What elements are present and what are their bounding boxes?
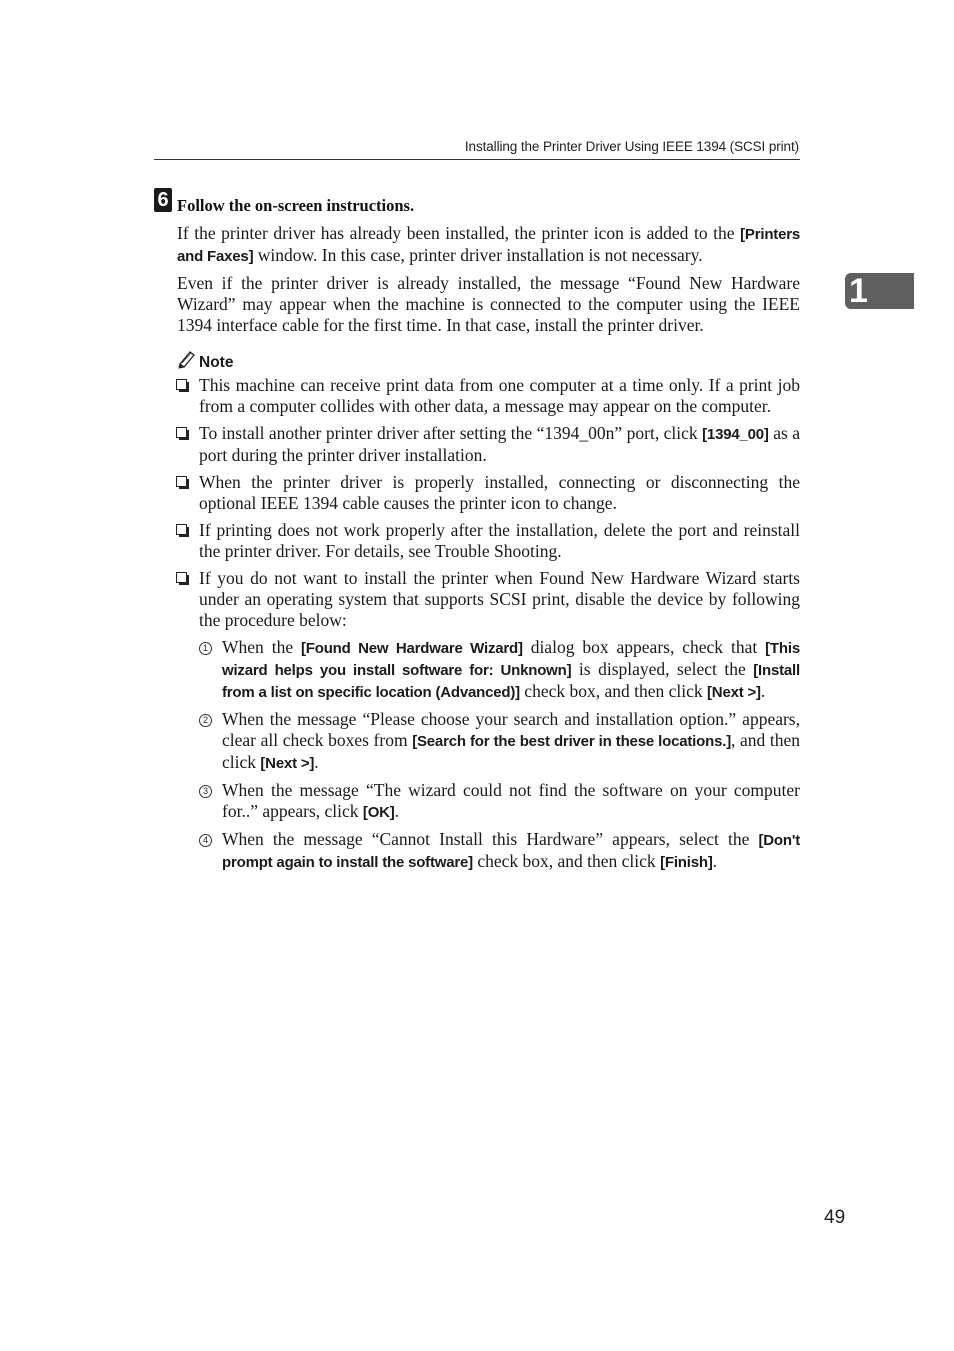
install-from-list-ref: [Install from a list on specific location (Advanced)] (222, 662, 800, 701)
text: When the message “The wizard could not find the software on your computer for..” appears, click (222, 780, 800, 821)
found-new-hardware-wizard-ref: [Found New Hardware Wizard] (301, 640, 523, 657)
next-button-ref: [Next >] (707, 684, 761, 701)
checkbox-bullet-icon (176, 427, 187, 438)
note-text: This machine can receive print data from one computer at a time only. If a print job from a computer collides with other data, a message may appear on the computer. (199, 375, 800, 416)
procedure-step (199, 829, 800, 873)
checkbox-bullet-icon (176, 379, 187, 390)
port-1394-00-ref: [1394_00] (702, 426, 769, 443)
step-circle-number: 2 (199, 714, 212, 727)
text: When the message “Please choose your search and installation option.” appears, clear all check boxes from (222, 709, 800, 750)
dont-prompt-again-ref: [Don't prompt again to install the software] (222, 832, 800, 871)
running-header: Installing the Printer Driver Using IEEE 1394 (SCSI print) (464, 139, 799, 154)
header-rule (154, 159, 800, 160)
checkbox-bullet-icon (176, 476, 187, 487)
step-circle-number: 4 (199, 834, 212, 847)
ok-button-ref: [OK] (362, 804, 395, 821)
text: check box, and then click (519, 681, 708, 701)
text: . (712, 851, 717, 871)
page-number: 49 (824, 1207, 846, 1228)
note-text: When the printer driver is properly installed, connecting or disconnecting the optional IEEE 1394 cable causes the printer icon to change. (199, 472, 800, 513)
note-text: as a port during the printer driver installation. (199, 423, 800, 465)
text: window. In this case, printer driver installation is not necessary. (253, 245, 703, 265)
checkbox-bullet-icon (176, 572, 187, 583)
note-item (176, 423, 800, 466)
text: When the (222, 637, 301, 657)
next-button-ref: [Next >] (260, 755, 315, 772)
text: When the message “Cannot Install this Hardware” appears, select the (222, 829, 759, 849)
text: check box, and then click (472, 851, 661, 871)
note-label: Note (199, 354, 234, 371)
step-content (177, 223, 800, 879)
note-text: To install another printer driver after setting the “1394_00n” port, click (199, 423, 703, 443)
note-text: If you do not want to install the printer when Found New Hardware Wizard starts under an operating system that supports SCSI print, disable the device by following the procedure below: (199, 568, 800, 630)
printers-and-faxes-ref: [Printers and Faxes] (177, 226, 800, 265)
step-circle-number: 1 (199, 642, 212, 655)
search-best-driver-ref: [Search for the best driver in these locations.] (412, 733, 731, 750)
step-heading: Follow the on-screen instructions. (177, 196, 415, 215)
step-circle-number: 3 (199, 785, 212, 798)
procedure-step (199, 637, 800, 703)
note-heading (177, 351, 800, 371)
text: . (394, 801, 399, 821)
text: , and then click (222, 730, 800, 772)
text: dialog box appears, check that (522, 637, 766, 657)
procedure-list (199, 637, 800, 873)
note-item (176, 375, 800, 417)
procedure-step (199, 709, 800, 774)
finish-button-ref: [Finish] (660, 854, 713, 871)
chapter-tab (845, 273, 914, 309)
text: . (760, 681, 766, 701)
text: is displayed, select the (571, 659, 754, 679)
pencil-icon (177, 349, 197, 369)
note-item (176, 520, 800, 562)
paragraph-installed (177, 223, 800, 267)
note-item (176, 472, 800, 514)
text: If the printer driver has already been installed, the printer icon is added to the (177, 223, 741, 243)
checkbox-bullet-icon (176, 524, 187, 535)
paragraph-found-new-hardware: Even if the printer driver is already installed, the message “Found New Hardware Wizard” may appear when the machine is connected to the computer using the IEEE 1394 interface cable for the first time. In that case, install the printer driver. (177, 273, 800, 335)
procedure-step (199, 780, 800, 823)
step-number: 6 (157, 189, 169, 211)
note-list (176, 375, 800, 873)
text: . (314, 752, 319, 772)
chapter-number: 1 (849, 272, 868, 310)
step-number-badge (154, 188, 172, 212)
wizard-unknown-ref: [This wizard helps you install software for: Unknown] (222, 640, 800, 679)
note-item (176, 568, 800, 873)
note-text: If printing does not work properly after the installation, delete the port and reinstall the printer driver. For details, see Trouble Shooting. (199, 520, 800, 561)
